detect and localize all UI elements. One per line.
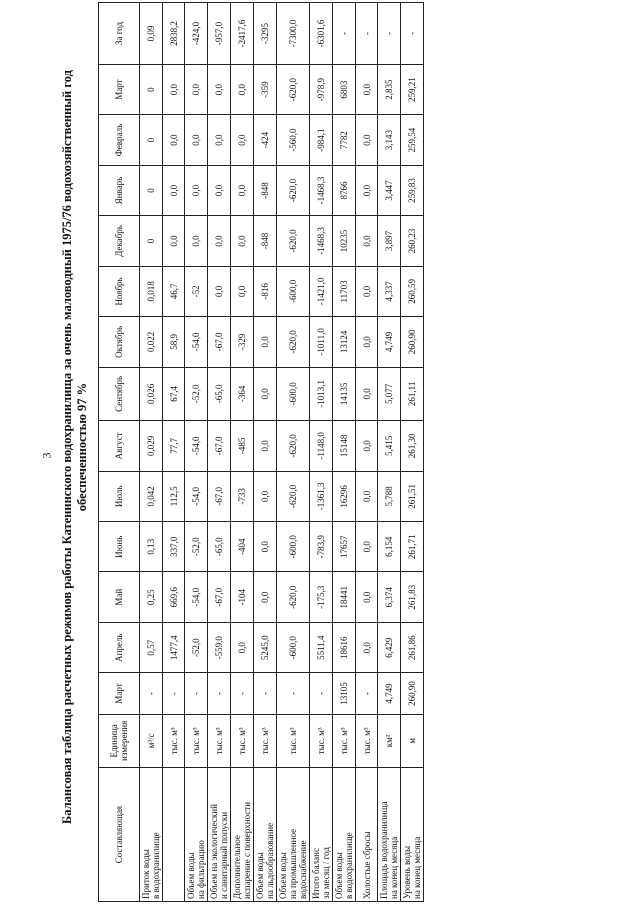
row-month-value: -620,0 [277, 216, 310, 266]
row-month-value: 0,0 [231, 115, 254, 165]
row-component [185, 768, 208, 902]
row-month-value: 0,0 [163, 115, 185, 165]
row-month-value: -1011,0 [310, 317, 333, 367]
header-year-total: За год [99, 3, 140, 65]
row-month-value: 0 [140, 115, 163, 165]
row-month-value: 260,23 [401, 216, 424, 266]
row-month-value: 0,042 [140, 471, 163, 521]
row-component-line: Холостые сбросы [361, 831, 372, 899]
table-row [356, 3, 378, 902]
header-month: Август [99, 421, 140, 471]
row-component [401, 768, 424, 902]
row-month-value: -600,0 [277, 522, 310, 572]
table-row [333, 3, 356, 902]
row-month-value: 3,897 [378, 216, 401, 266]
row-month-value: 0,022 [140, 317, 163, 367]
row-month-value: -424 [254, 115, 277, 165]
header-month: Март [99, 64, 140, 114]
row-month-value: - [185, 673, 208, 714]
row-month-value: 0,0 [208, 64, 231, 114]
row-unit: тыс. м³ [310, 714, 333, 768]
row-unit: тыс. м³ [333, 714, 356, 768]
row-month-value: 2,835 [378, 64, 401, 114]
row-month-value: 0,0 [208, 266, 231, 316]
row-year-total: - [356, 3, 378, 65]
row-month-value: 0,0 [254, 317, 277, 367]
row-month-value: -816 [254, 266, 277, 316]
row-component-line: в водохранилище [151, 832, 161, 899]
table-row [208, 3, 231, 902]
row-month-value: -65,0 [208, 522, 231, 572]
row-month-value: -560,0 [277, 115, 310, 165]
header-month: Октябрь [99, 317, 140, 367]
row-year-total: -3295 [254, 3, 277, 65]
balance-table [98, 2, 424, 902]
header-component: Составляющая [99, 768, 140, 902]
row-month-value: 3,143 [378, 115, 401, 165]
row-year-total: 0,09 [140, 3, 163, 65]
row-month-value: 6,429 [378, 622, 401, 672]
row-month-value: 0,026 [140, 367, 163, 421]
row-month-value: -620,0 [277, 165, 310, 215]
row-month-value: -67,0 [208, 421, 231, 471]
table-row [310, 3, 333, 902]
row-month-value: -733 [231, 471, 254, 521]
header-row [99, 3, 140, 902]
row-month-value: -620,0 [277, 572, 310, 622]
row-month-value: 7782 [333, 115, 356, 165]
row-month-value: 0,0 [231, 622, 254, 672]
row-component-line: Итого баланс [311, 848, 321, 899]
row-unit: км² [378, 714, 401, 768]
row-year-total: -7300,0 [277, 3, 310, 65]
row-month-value: 0,0 [231, 266, 254, 316]
row-month-value: 5,415 [378, 421, 401, 471]
row-component-line: Уровень воды [402, 846, 412, 899]
row-month-value: 16296 [333, 471, 356, 521]
row-month-value: 0,0 [231, 165, 254, 215]
row-month-value: -848 [254, 165, 277, 215]
row-month-value: 8766 [333, 165, 356, 215]
header-month: Апрель [99, 622, 140, 672]
row-month-value: -175,3 [310, 572, 333, 622]
header-month: Июль [99, 471, 140, 521]
row-month-value: 6,374 [378, 572, 401, 622]
row-unit: тыс. м³ [185, 714, 208, 768]
row-month-value: 0,029 [140, 421, 163, 471]
row-month-value: 46,7 [163, 266, 185, 316]
row-month-value: 0,0 [254, 572, 277, 622]
row-component-line: на фильтрацию [196, 840, 206, 899]
row-month-value: -620,0 [277, 64, 310, 114]
header-unit-line-2: измерения [119, 720, 129, 761]
row-month-value: -104 [231, 572, 254, 622]
row-component-line: испарение с поверхности [242, 801, 252, 899]
row-year-total: - [401, 3, 424, 65]
row-month-value: 18441 [333, 572, 356, 622]
row-month-value: 6803 [333, 64, 356, 114]
row-month-value: -329 [231, 317, 254, 367]
row-month-value: 0,0 [356, 421, 378, 471]
row-component-line: на конец месяца [389, 836, 399, 899]
row-month-value: -54,0 [185, 572, 208, 622]
row-month-value: 0,13 [140, 522, 163, 572]
row-month-value: 1477,4 [163, 622, 185, 672]
row-component-line: на конец месяца [412, 836, 422, 899]
header-month: Декабрь [99, 216, 140, 266]
row-year-total: - [333, 3, 356, 65]
row-month-value: 5245,0 [254, 622, 277, 672]
row-month-value: 0,0 [254, 471, 277, 521]
row-component [231, 768, 254, 902]
row-month-value: - [254, 673, 277, 714]
row-month-value: -1468,3 [310, 216, 333, 266]
header-month: Май [99, 572, 140, 622]
row-month-value: -620,0 [277, 471, 310, 521]
row-month-value: -600,0 [277, 622, 310, 672]
row-component-line: на льдообразование [265, 822, 275, 899]
row-month-value: 0,0 [254, 522, 277, 572]
title-line-2: обеспеченностью 97 % [75, 382, 89, 512]
row-component-line: Объем воды [278, 852, 288, 899]
row-month-value: 15148 [333, 421, 356, 471]
row-component-line: Площадь водохранилища [379, 801, 389, 899]
row-component-line: и санитарный попуски [219, 811, 229, 899]
row-component-line: в водохранилище [344, 832, 354, 899]
row-month-value: -52,0 [185, 522, 208, 572]
row-month-value: 0 [140, 216, 163, 266]
row-unit: тыс. м³ [231, 714, 254, 768]
row-month-value: -52,0 [185, 367, 208, 421]
row-unit: тыс. м³ [208, 714, 231, 768]
row-month-value: -620,0 [277, 421, 310, 471]
table-body [140, 3, 424, 902]
row-unit: тыс. м³ [356, 714, 378, 768]
row-month-value: 3,447 [378, 165, 401, 215]
row-month-value: 77,7 [163, 421, 185, 471]
header-month: Март [99, 673, 140, 714]
row-month-value: -54,0 [185, 421, 208, 471]
row-month-value: 67,4 [163, 367, 185, 421]
row-month-value: - [140, 673, 163, 714]
row-component [208, 768, 231, 902]
row-month-value: 0,0 [231, 64, 254, 114]
row-month-value: 0,0 [185, 165, 208, 215]
row-month-value: 17657 [333, 522, 356, 572]
row-month-value: 259,21 [401, 64, 424, 114]
row-component [254, 768, 277, 902]
header-month: Сентябрь [99, 367, 140, 421]
row-component [310, 768, 333, 902]
table-row [378, 3, 401, 902]
table-row [401, 3, 424, 902]
row-month-value: -52 [185, 266, 208, 316]
row-month-value: -67,0 [208, 572, 231, 622]
table-row [254, 3, 277, 902]
row-month-value: 0,018 [140, 266, 163, 316]
row-month-value: 0,0 [231, 216, 254, 266]
row-month-value: 4,337 [378, 266, 401, 316]
row-month-value: 0,0 [356, 115, 378, 165]
row-month-value: 261,51 [401, 471, 424, 521]
row-month-value: 4,749 [378, 317, 401, 367]
row-component-line: Дополнительное [232, 835, 242, 899]
table-title [60, 32, 90, 862]
row-month-value: 13124 [333, 317, 356, 367]
row-month-value: - [208, 673, 231, 714]
row-component-line: за месяц / год [321, 847, 331, 899]
row-month-value: 260,90 [401, 673, 424, 714]
row-month-value: 0,0 [163, 216, 185, 266]
row-month-value: 58,9 [163, 317, 185, 367]
rotated-page [60, 2, 620, 902]
row-month-value: -620,0 [277, 317, 310, 367]
row-unit: тыс. м³ [163, 714, 185, 768]
row-month-value: 0,0 [356, 266, 378, 316]
row-year-total: -957,0 [208, 3, 231, 65]
row-month-value: 261,11 [401, 367, 424, 421]
row-month-value: 0,0 [163, 64, 185, 114]
row-month-value: -848 [254, 216, 277, 266]
row-month-value: 261,30 [401, 421, 424, 471]
row-month-value: -359 [254, 64, 277, 114]
row-month-value: 0,0 [356, 216, 378, 266]
row-month-value: 0 [140, 64, 163, 114]
row-month-value: 0,0 [356, 522, 378, 572]
row-month-value: -600,0 [277, 266, 310, 316]
row-month-value: -1421,0 [310, 266, 333, 316]
row-month-value: 5,788 [378, 471, 401, 521]
row-month-value: -600,0 [277, 367, 310, 421]
row-month-value: 0,0 [356, 572, 378, 622]
row-month-value: -54,0 [185, 471, 208, 521]
row-year-total: -2417,6 [231, 3, 254, 65]
row-month-value: 5511,4 [310, 622, 333, 672]
row-component-line: Объем воды [186, 852, 196, 899]
table-row [231, 3, 254, 902]
row-month-value: 0,0 [356, 471, 378, 521]
row-month-value: 0,0 [185, 64, 208, 114]
row-component [277, 768, 310, 902]
row-component-line: Объем воды [334, 852, 344, 899]
row-month-value: -984,1 [310, 115, 333, 165]
row-month-value: 259,54 [401, 115, 424, 165]
page-number: 3 [39, 452, 54, 459]
row-month-value: 0,0 [185, 216, 208, 266]
header-month: Ноябрь [99, 266, 140, 316]
row-month-value: -65,0 [208, 367, 231, 421]
row-component [140, 768, 163, 902]
row-month-value: 0,57 [140, 622, 163, 672]
row-month-value: -559,0 [208, 622, 231, 672]
row-month-value: - [277, 673, 310, 714]
row-month-value: -978,9 [310, 64, 333, 114]
row-month-value: 0,0 [356, 367, 378, 421]
row-month-value: -54,0 [185, 317, 208, 367]
row-year-total: - [378, 3, 401, 65]
row-month-value: 0 [140, 165, 163, 215]
row-month-value: 112,5 [163, 471, 185, 521]
row-year-total: -6301,6 [310, 3, 333, 65]
row-month-value: 0,0 [254, 367, 277, 421]
row-month-value: 261,71 [401, 522, 424, 572]
row-month-value: 0,0 [208, 165, 231, 215]
row-month-value: 4,749 [378, 673, 401, 714]
row-month-value: 11703 [333, 266, 356, 316]
row-component-line: Объем воды [255, 852, 265, 899]
table-row [140, 3, 163, 902]
table-row [185, 3, 208, 902]
row-month-value: -485 [231, 421, 254, 471]
row-month-value: 337,0 [163, 522, 185, 572]
row-component-line: Объем на экологический [209, 804, 219, 899]
row-component-line: Приток воды [141, 849, 151, 899]
row-month-value: -67,0 [208, 317, 231, 367]
header-unit [99, 714, 140, 768]
row-month-value: - [163, 673, 185, 714]
row-month-value: -364 [231, 367, 254, 421]
row-year-total: -424,0 [185, 3, 208, 65]
header-month: Июнь [99, 522, 140, 572]
row-component [163, 768, 185, 902]
row-component-line: на промышленное [288, 828, 298, 899]
row-component-line: водоснабжение [298, 840, 308, 899]
row-month-value: 0,0 [356, 64, 378, 114]
row-month-value: 0,0 [208, 216, 231, 266]
row-unit: тыс. м³ [277, 714, 310, 768]
table-row [163, 3, 185, 902]
row-month-value: 0,0 [356, 317, 378, 367]
row-month-value: 669,6 [163, 572, 185, 622]
row-unit: тыс. м³ [254, 714, 277, 768]
row-month-value: - [356, 673, 378, 714]
row-month-value: 260,90 [401, 317, 424, 367]
row-month-value: 261,86 [401, 622, 424, 672]
row-month-value: -1361,3 [310, 471, 333, 521]
row-month-value: -1148,0 [310, 421, 333, 471]
row-month-value: 5,077 [378, 367, 401, 421]
header-month: Январь [99, 165, 140, 215]
row-component [378, 768, 401, 902]
row-month-value: 18616 [333, 622, 356, 672]
row-unit: м³/с [140, 714, 163, 768]
row-month-value: 260,59 [401, 266, 424, 316]
row-month-value: -783,9 [310, 522, 333, 572]
row-month-value: 0,0 [185, 115, 208, 165]
row-month-value: -1013,1 [310, 367, 333, 421]
table-row [277, 3, 310, 902]
row-month-value: 259,83 [401, 165, 424, 215]
row-month-value: 0,0 [208, 115, 231, 165]
row-component [333, 768, 356, 902]
header-month: Февраль [99, 115, 140, 165]
row-month-value: -404 [231, 522, 254, 572]
row-month-value: 14135 [333, 367, 356, 421]
row-month-value: -67,0 [208, 471, 231, 521]
row-month-value: 0,0 [356, 622, 378, 672]
row-month-value: 13105 [333, 673, 356, 714]
row-month-value: - [231, 673, 254, 714]
row-month-value: -52,0 [185, 622, 208, 672]
row-month-value: 0,0 [254, 421, 277, 471]
row-unit: м [401, 714, 424, 768]
row-month-value: - [310, 673, 333, 714]
row-month-value: -1468,3 [310, 165, 333, 215]
header-unit-line-1: Единица [109, 724, 119, 758]
row-month-value: 261,83 [401, 572, 424, 622]
row-month-value: 0,0 [163, 165, 185, 215]
row-month-value: 0,0 [356, 165, 378, 215]
title-line-1: Балансовая таблица расчетных режимов работы Катенинского водохранилища за очень маловодный 1975/76 водохозяйственный год [60, 70, 74, 824]
row-year-total: 2838,2 [163, 3, 185, 65]
row-month-value: 0,25 [140, 572, 163, 622]
row-month-value: 6,154 [378, 522, 401, 572]
row-component [356, 768, 378, 902]
row-month-value: 10235 [333, 216, 356, 266]
